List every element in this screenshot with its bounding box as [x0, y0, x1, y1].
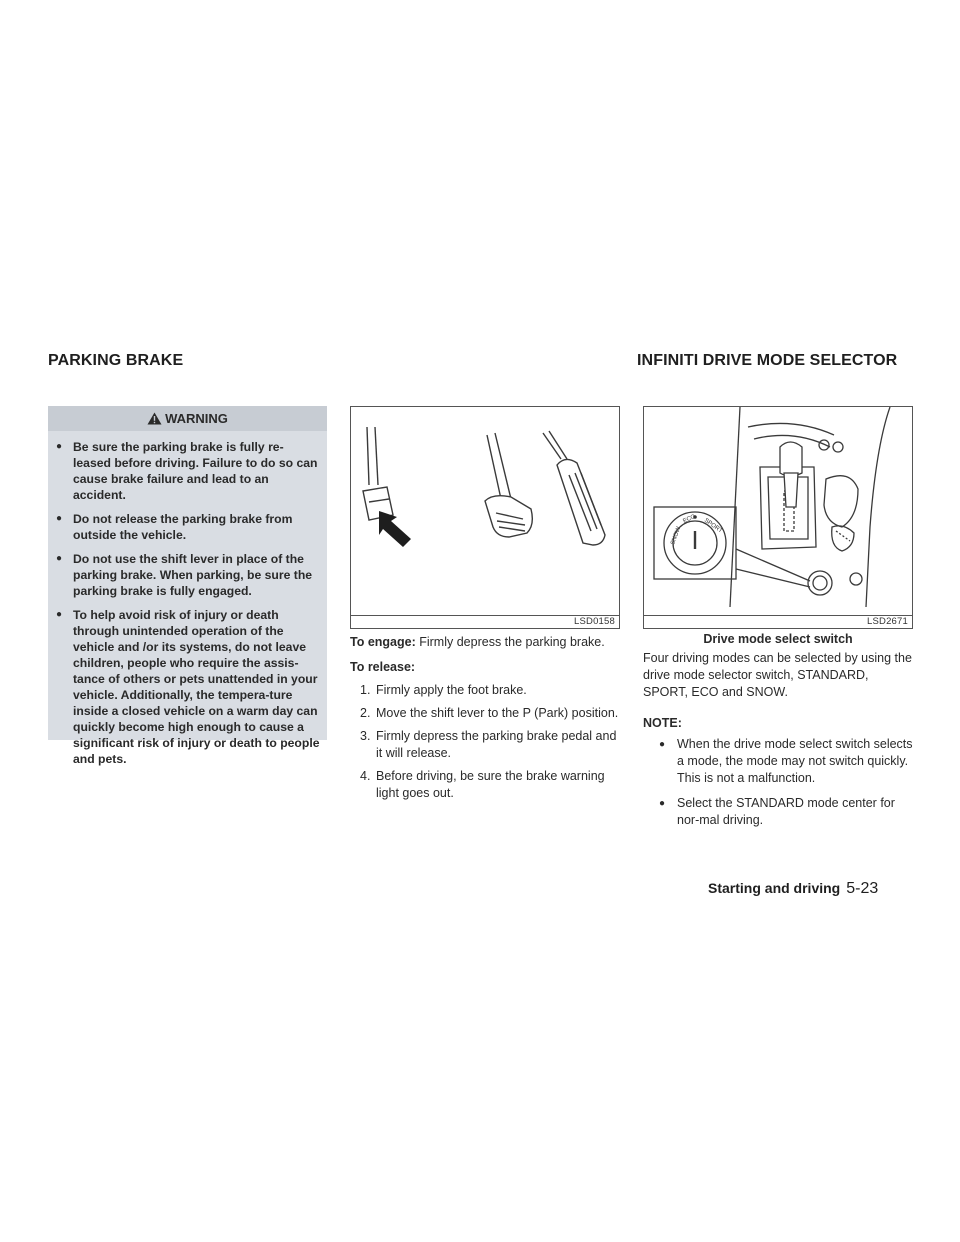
drive-mode-switch-figure [643, 406, 913, 629]
step-text: Firmly apply the foot brake. [376, 683, 527, 697]
release-label: To release: [350, 660, 416, 674]
list-item [350, 705, 622, 722]
list-item [350, 682, 622, 699]
knob-label-eco: ECO [682, 513, 697, 525]
drive-mode-switch-illustration [644, 407, 912, 628]
engage-label: To engage: [350, 635, 416, 649]
chapter-title: Starting and driving [708, 880, 841, 896]
step-text: Firmly depress the parking brake pedal and it will release. [376, 729, 617, 760]
engage-text: Firmly depress the parking brake. [419, 635, 605, 649]
step-number: 1. [360, 683, 371, 697]
warning-header [48, 406, 327, 431]
section-title-drive-mode-selector: INFINITI DRIVE MODE SELECTOR [637, 352, 898, 369]
notes-list [643, 736, 915, 829]
drive-mode-text [643, 650, 915, 837]
parking-brake-text [350, 634, 622, 808]
arrow-icon [379, 511, 411, 547]
list-item: ● When the drive mode select switch selects a mode, the mode may not switch quickly. This is not a malfunction. [643, 736, 915, 787]
figure-code: LSD2671 [866, 616, 908, 627]
step-number: 4. [360, 769, 371, 783]
list-item [350, 768, 622, 802]
page-footer [708, 880, 878, 898]
warning-list [56, 439, 321, 767]
page-number: 5-23 [846, 880, 879, 897]
warning-item: ● To help avoid risk of injury or death through unintended operation of the vehicle and /or its systems, do not leave children, people who require the assis-tance of others or pets unattended in your vehicle. Additionally, the tempera-ture inside a closed vehicle on a warm day can quickly become high enough to cause a significant risk of injury or death to people and pets. [56, 607, 321, 767]
engage-paragraph [350, 634, 622, 651]
parking-brake-pedal-figure [350, 406, 620, 629]
warning-label: WARNING [165, 411, 228, 426]
step-number: 2. [360, 706, 371, 720]
knob-label-sport: SPORT [702, 517, 724, 535]
knob-label-snow: SNOW [670, 526, 683, 546]
section-title-parking-brake: PARKING BRAKE [48, 352, 184, 369]
note-label: NOTE: [643, 716, 682, 730]
warning-triangle-icon [147, 412, 162, 425]
warning-item: ● Do not use the shift lever in place of the parking brake. When parking, be sure the parking brake is fully engaged. [56, 551, 321, 599]
warning-item: ● Be sure the parking brake is fully re-leased before driving. Failure to do so can cause brake failure and lead to an accident. [56, 439, 321, 503]
warning-box [48, 406, 327, 766]
figure-code: LSD0158 [573, 616, 615, 627]
figure-caption: Drive mode select switch [703, 632, 853, 646]
warning-item: ● Do not release the parking brake from outside the vehicle. [56, 511, 321, 543]
step-number: 3. [360, 729, 371, 743]
list-item [350, 728, 622, 762]
pedal-illustration [351, 407, 619, 628]
step-text: Before driving, be sure the brake warning light goes out. [376, 769, 605, 800]
list-item: ● Select the STANDARD mode center for nor-mal driving. [643, 795, 915, 829]
step-text: Move the shift lever to the P (Park) position. [376, 706, 619, 720]
drive-mode-intro: Four driving modes can be selected by using the drive mode selector switch, STANDARD, SPORT, ECO and SNOW. [643, 651, 912, 699]
release-steps [350, 682, 622, 802]
